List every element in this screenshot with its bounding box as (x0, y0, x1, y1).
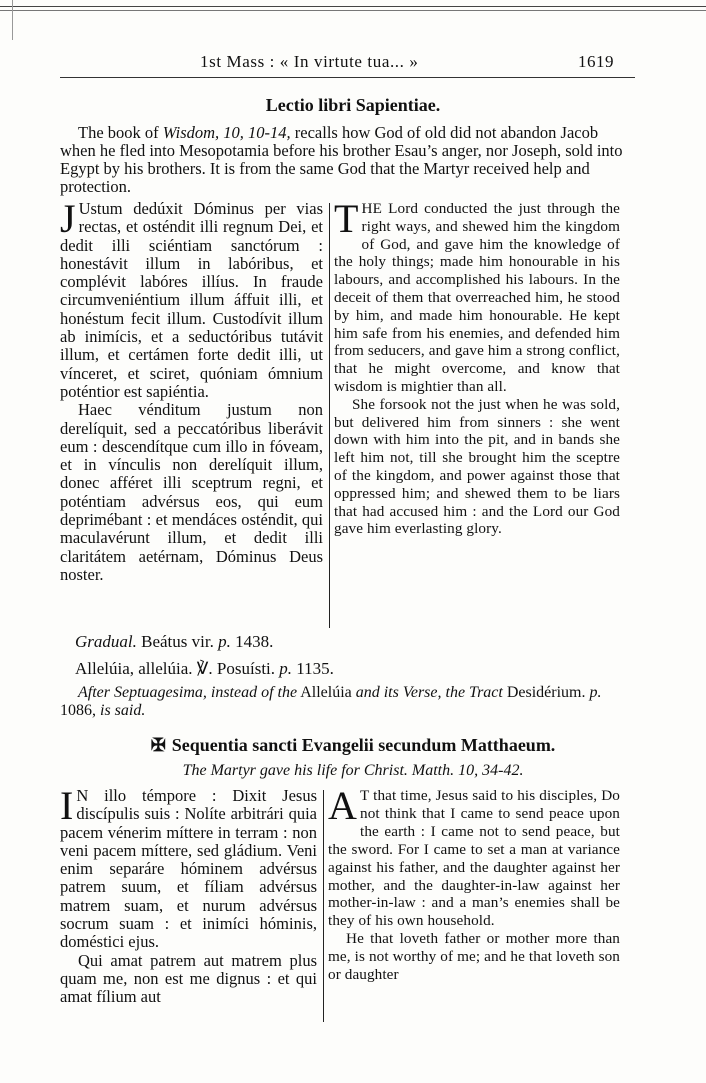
gospel-latin-paragraph-2: Qui amat patrem aut matrem plus quam me, non est me dignus : et qui amat fílium aut (60, 950, 317, 1007)
gradual-text: Beátus vir. (136, 632, 219, 651)
note-part-3: and its Verse, the Tract (355, 684, 503, 701)
lesson-latin-paragraph-1 (60, 196, 323, 401)
gospel-english-column (328, 783, 620, 984)
running-title: 1st Mass : « In virtute tua... » (200, 52, 419, 71)
lesson-latin-column (60, 196, 323, 584)
dropcap: A (328, 783, 357, 828)
lesson-intro (60, 124, 635, 196)
note-part-5: p. (589, 684, 602, 701)
alleluia-line (75, 659, 334, 679)
lesson-english-text-1: HE Lord conducted the just through the right ways, and shewed him the kingdom of God, and gave him the knowledge of the holy things; made him honourable in his labours, and accomplished his labours. In the deceit of them that overreached him, he stood by him, and made him honourable. He kept him safe from his enemies, and defended him from seducers, and gave him a strong conflict, that he might overcome, and know that wisdom is mightier than all. (334, 200, 620, 395)
note-part-7: is said. (100, 702, 146, 719)
top-rule-secondary (0, 10, 706, 11)
lesson-intro-paragraph (60, 124, 635, 196)
dropcap: J (60, 196, 76, 241)
lesson-english-paragraph-1 (334, 196, 620, 396)
running-header (0, 52, 706, 74)
gospel-english-text-1: T that time, Jesus said to his disciples, Do not think that I came to send peace upon the earth : I came not to send peace, but the sword. For I came to set a man at variance against his father, and the daughter against her mother, and the daughter-in-law against her mother-in-law : and a man’s enemies shall be they of his own household. (328, 787, 620, 930)
intro-text-1: The book of (78, 123, 163, 142)
gospel-english-paragraph-1 (328, 783, 620, 930)
gospel-latin-paragraph-1 (60, 783, 317, 952)
intro-reference: Wisdom, 10, 10-14, (162, 123, 291, 142)
note-part-1: After Septuagesima, instead of the (78, 684, 298, 701)
note-part-2: Allelúia (297, 684, 356, 701)
gradual-page: 1438. (230, 632, 274, 651)
gospel-latin-text-1: N illo témpore : Dixit Jesus discípulis suis : Nolíte arbitrári quia pacem vénerim míttere in terram : non veni pacem míttere, sed gládium. Veni enim separáre hóminem advérsus patrem suum, et fíliam advérsus matrem suam, et nurum advérsus socrum suam : et inimíci hóminis, doméstici ejus. (60, 786, 317, 952)
lesson-english-paragraph-2: She forsook not the just when he was sold, but delivered him from sinners : she went down with him into the pit, and in bands she left him not, till she brought him the sceptre of the kingdom, and power against those that oppressed him; and shewed them to be liars that had accused him : and the Lord our God gave him everlasting glory. (334, 395, 620, 538)
cross-icon: ✠ (150, 735, 166, 755)
gospel-subtitle: The Martyr gave his life for Christ. Matth. 10, 34-42. (182, 762, 524, 779)
top-rule (0, 6, 706, 7)
margin-mark (12, 0, 13, 40)
dropcap: T (334, 196, 359, 241)
note-part-4: Desidérium. (502, 684, 590, 701)
gradual-label: Gradual. (75, 632, 137, 651)
column-divider (329, 203, 330, 628)
gospel-english-paragraph-2: He that loveth father or mother more than me, is not worthy of me; and he that loveth son or daughter (328, 930, 620, 984)
gradual-page-label: p. (218, 632, 231, 651)
lesson-heading: Lectio libri Sapientiae. (265, 95, 441, 115)
intro-text-2: recalls how God of old did not abandon Jacob when he fled into Mesopotamia before his brother Esau’s anger, nor Joseph, sold into Egypt by his brothers. It is from the same God that the Martyr received help and protection. (60, 123, 623, 196)
gospel-heading (0, 735, 706, 756)
lesson-latin-paragraph-2: Haec vénditum justum non derelíquit, sed a peccatóribus liberávit eum : descendítque cum illo in fóveam, et in vínculis non derelíquit illum, donec afféret illi sceptrum regni, et poténtiam advérsus eos, qui eum deprimébant : et mendáces osténdit, qui maculavérunt illum, et dedit illi claritátem aetérnam, Dóminus Deus noster. (60, 400, 323, 584)
column-divider (323, 790, 324, 1022)
dropcap: I (60, 783, 74, 828)
note-part-6: 1086, (60, 702, 100, 719)
lesson-latin-text-1: Ustum dedúxit Dóminus per vias rectas, et osténdit illi regnum Dei, et dedit illi sciéntiam sanctórum : honestávit illum in labóribus, et complévit labóres illíus. In fraude circumveniéntium illum áffuit illi, et honéstum fecit illum. Custodívit illum ab inimícis, et a seductóribus tutávit illum, et certámen forte dedit illi, ut vínceret, et sciret, quóniam ómnium poténtior est sapiéntia. (60, 199, 323, 401)
gospel-latin-column (60, 783, 317, 1007)
gospel-heading-text: Sequentia sancti Evangelii secundum Matthaeum. (171, 735, 556, 755)
alleluia-page: 1135. (292, 659, 334, 678)
header-rule (60, 77, 635, 78)
alleluia-text: Allelúia, allelúia. ℣. Posuísti. (75, 659, 280, 678)
gradual-line (75, 632, 273, 652)
alleluia-page-label: p. (279, 659, 293, 678)
septuagesima-note (60, 684, 640, 720)
page-number: 1619 (578, 52, 614, 71)
lesson-english-column (334, 196, 620, 538)
